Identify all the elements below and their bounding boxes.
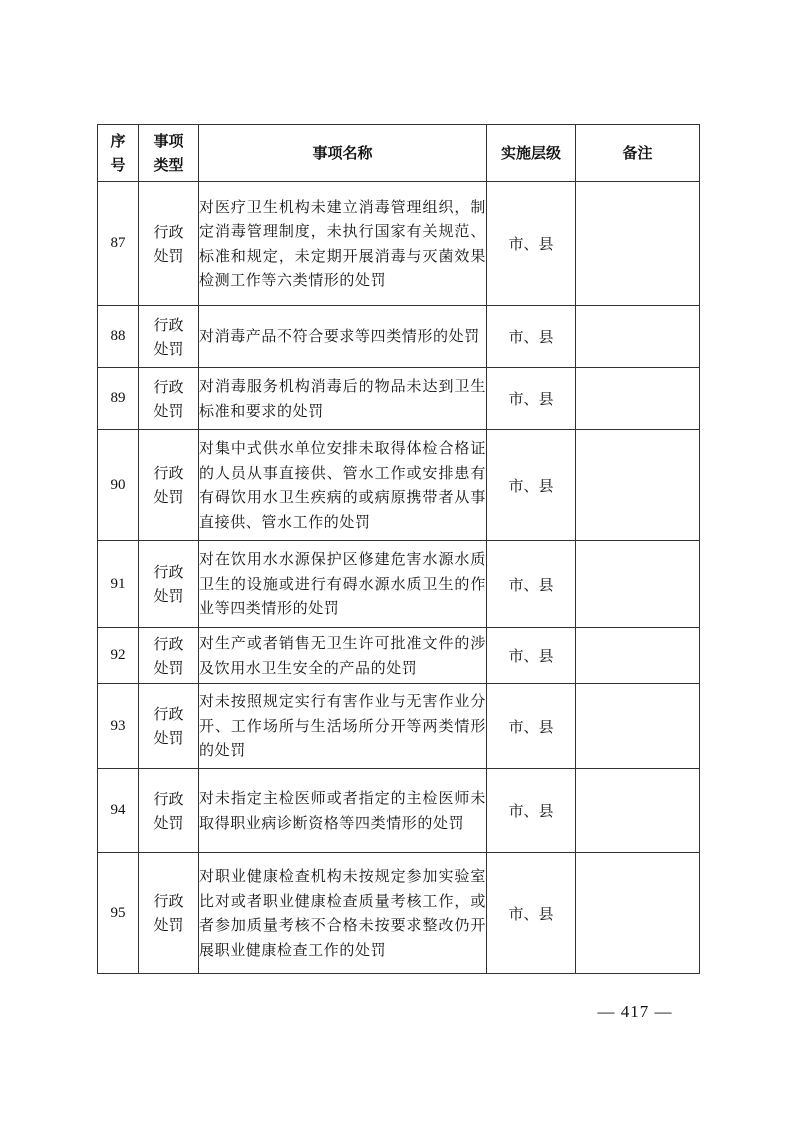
table-row <box>98 430 700 541</box>
row-note <box>576 368 700 430</box>
row-type-text: 行政 处罚 <box>153 892 184 934</box>
row-level: 市、县 <box>487 182 576 306</box>
table-body <box>98 182 700 974</box>
row-type <box>139 853 199 974</box>
row-type-text: 行政 处罚 <box>153 222 184 265</box>
table-row <box>98 769 700 853</box>
row-name: 对消毒产品不符合要求等四类情形的处罚 <box>199 306 487 368</box>
header-level: 实施层级 <box>487 125 576 182</box>
row-level: 市、县 <box>487 306 576 368</box>
row-no: 94 <box>98 769 139 853</box>
row-no: 95 <box>98 853 139 974</box>
row-type <box>139 684 199 769</box>
row-note <box>576 306 700 368</box>
row-name: 对消毒服务机构消毒后的物品未达到卫生标准和要求的处罚 <box>199 368 487 430</box>
table-row <box>98 541 700 628</box>
row-no: 92 <box>98 628 139 684</box>
row-type-text: 行政 处罚 <box>153 464 184 506</box>
header-type <box>139 125 199 182</box>
row-type-text: 行政 处罚 <box>153 377 184 420</box>
row-no: 89 <box>98 368 139 430</box>
row-type <box>139 769 199 853</box>
row-level: 市、县 <box>487 628 576 684</box>
row-no: 88 <box>98 306 139 368</box>
row-type-text: 行政 处罚 <box>153 789 184 832</box>
header-note: 备注 <box>576 125 700 182</box>
row-note <box>576 628 700 684</box>
header-no-text: 序 号 <box>110 132 126 174</box>
row-type <box>139 306 199 368</box>
row-name: 对未指定主检医师或者指定的主检医师未取得职业病诊断资格等四类情形的处罚 <box>199 769 487 853</box>
table-row <box>98 182 700 306</box>
table-row <box>98 306 700 368</box>
row-name: 对未按照规定实行有害作业与无害作业分开、工作场所与生活场所分开等两类情形的处罚 <box>199 684 487 769</box>
table-row <box>98 368 700 430</box>
row-no: 91 <box>98 541 139 628</box>
row-note <box>576 541 700 628</box>
header-name: 事项名称 <box>199 125 487 182</box>
row-note <box>576 853 700 974</box>
row-no: 93 <box>98 684 139 769</box>
page-number: — 417 — <box>597 1002 673 1021</box>
row-type <box>139 430 199 541</box>
row-type <box>139 182 199 306</box>
row-level: 市、县 <box>487 430 576 541</box>
row-name: 对生产或者销售无卫生许可批准文件的涉及饮用水卫生安全的产品的处罚 <box>199 628 487 684</box>
row-type <box>139 368 199 430</box>
table-row <box>98 684 700 769</box>
row-level: 市、县 <box>487 853 576 974</box>
row-note <box>576 182 700 306</box>
row-type <box>139 541 199 628</box>
row-level: 市、县 <box>487 769 576 853</box>
row-note <box>576 769 700 853</box>
row-type <box>139 628 199 684</box>
row-level: 市、县 <box>487 368 576 430</box>
header-type-text: 事项 类型 <box>153 132 184 174</box>
header-no <box>98 125 139 182</box>
row-note <box>576 430 700 541</box>
row-type-text: 行政 处罚 <box>153 705 184 747</box>
row-name: 对医疗卫生机构未建立消毒管理组织，制定消毒管理制度，未执行国家有关规范、标准和规定，未定期开展消毒与灭菌效果检测工作等六类情形的处罚 <box>199 182 487 306</box>
row-type-text: 行政 处罚 <box>153 315 184 358</box>
row-level: 市、县 <box>487 541 576 628</box>
row-no: 87 <box>98 182 139 306</box>
table-row <box>98 628 700 684</box>
row-name: 对职业健康检查机构未按规定参加实验室比对或者职业健康检查质量考核工作，或者参加质量考核不合格未按要求整改仍开展职业健康检查工作的处罚 <box>199 853 487 974</box>
row-type-text: 行政 处罚 <box>153 634 184 677</box>
row-level: 市、县 <box>487 684 576 769</box>
items-table <box>97 124 700 974</box>
row-type-text: 行政 处罚 <box>153 563 184 605</box>
row-name: 对集中式供水单位安排未取得体检合格证的人员从事直接供、管水工作或安排患有有碍饮用水卫生疾病的或病原携带者从事直接供、管水工作的处罚 <box>199 430 487 541</box>
table-row <box>98 853 700 974</box>
row-no: 90 <box>98 430 139 541</box>
row-name: 对在饮用水水源保护区修建危害水源水质卫生的设施或进行有碍水源水质卫生的作业等四类情形的处罚 <box>199 541 487 628</box>
table-header-row <box>98 125 700 182</box>
row-note <box>576 684 700 769</box>
